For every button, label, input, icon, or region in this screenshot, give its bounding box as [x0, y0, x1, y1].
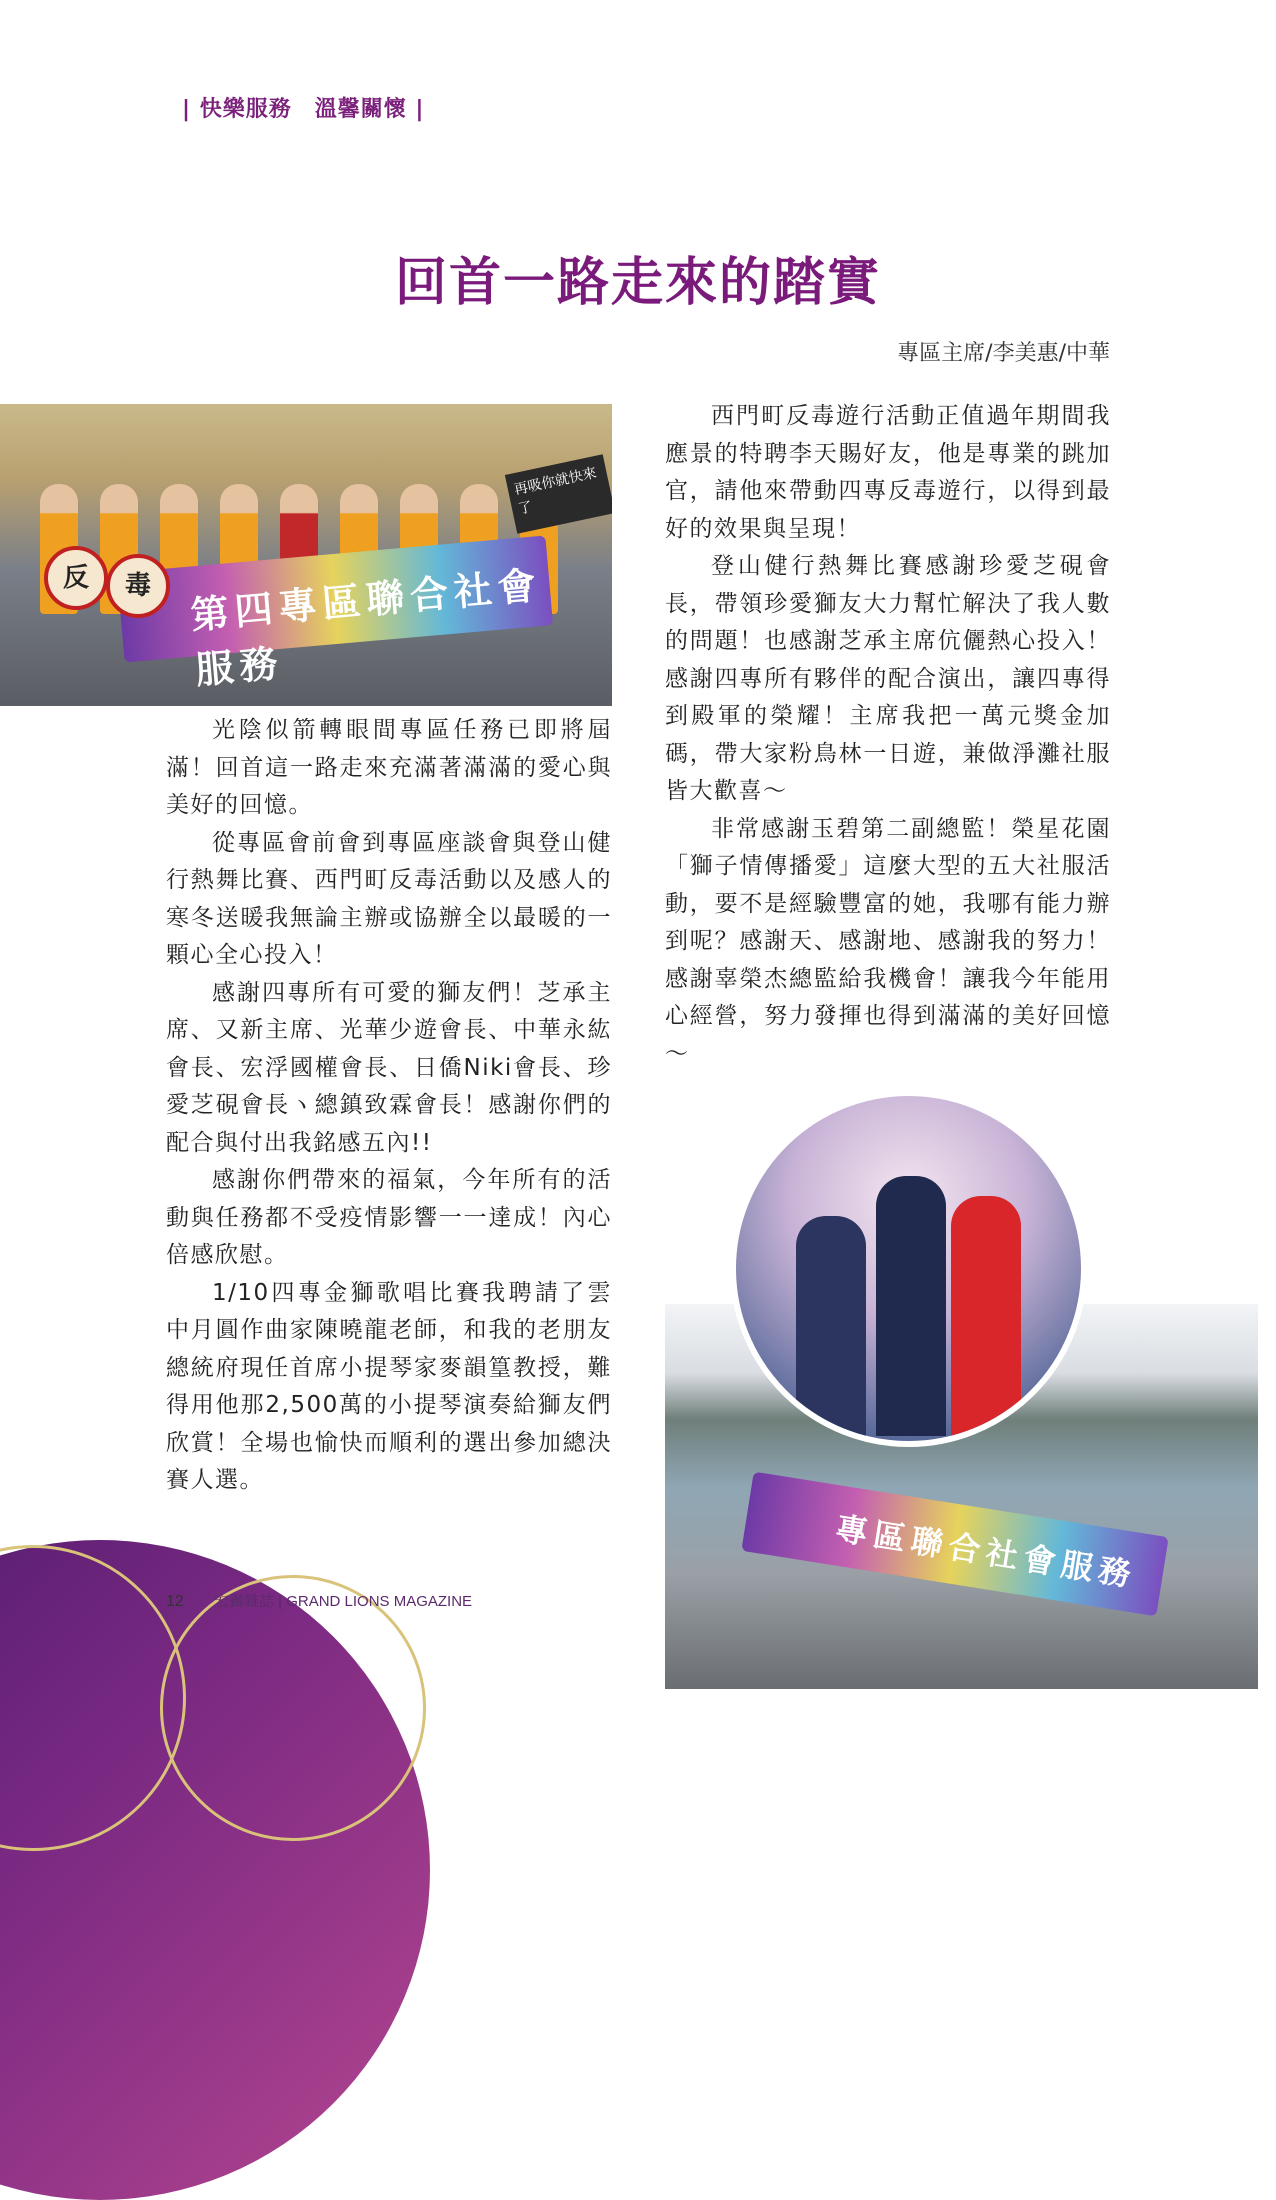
page-title: 回首一路走來的踏實: [394, 253, 881, 313]
person: [796, 1216, 866, 1436]
paragraph: 1/10四專金獅歌唱比賽我聘請了雲中月圓作曲家陳曉龍老師，和我的老朋友總統府現任首席小提琴家麥韻篁教授，難得用他那2,500萬的小提琴演奏給獅友們欣賞！全場也愉快而順利的選出參加總決賽人選。: [166, 1279, 612, 1493]
page-number: 12: [166, 1593, 184, 1610]
paragraph: 從專區會前會到專區座談會與登山健行熱舞比賽、西門町反毒活動以及感人的寒冬送暖我無論主辦或協辦全以最暖的一顆心全心投入！: [166, 829, 612, 968]
sign-drug: 毒: [106, 554, 170, 618]
section-tag: | 快樂服務 溫馨關懷 |: [182, 97, 425, 122]
page-footer: [166, 1590, 472, 1611]
paragraph: 西門町反毒遊行活動正值過年期間我應景的特聘李天賜好友，他是專業的跳加官，請他來帶動四專反毒遊行，以得到最好的效果與呈現！: [665, 403, 1111, 542]
beach-banner-text: 專區聯合社會服務: [833, 1509, 1140, 1595]
paragraph: 感謝四專所有可愛的獅友們！芝承主席、又新主席、光華少遊會長、中華永紘會長、宏浮國權會長、日僑Niki會長、珍愛芝硯會長ヽ總鎮致霖會長！感謝你們的配合與付出我銘感五內!!: [166, 979, 612, 1156]
party-photo: [730, 1090, 1087, 1447]
paragraph: 非常感謝玉碧第二副總監！榮星花園「獅子情傳播愛」這麼大型的五大社服活動，要不是經驗豐富的她，我哪有能力辦到呢？感謝天、感謝地、感謝我的努力！感謝辜榮杰總監給我機會！讓我今年能用心經營，努力發揮也得到滿滿的美好回憶～: [665, 815, 1111, 1067]
decorative-ring: [160, 1575, 426, 1841]
beach-banner: [741, 1472, 1168, 1617]
parade-banner-text: 第四專區聯合社會服務: [188, 562, 544, 693]
person: [951, 1196, 1021, 1436]
sign-anti: 反: [44, 546, 108, 610]
paragraph: 感謝你們帶來的福氣，今年所有的活動與任務都不受疫情影響一一達成！內心倍感欣慰。: [166, 1167, 612, 1268]
paragraph: 登山健行熱舞比賽感謝珍愛芝硯會長，帶領珍愛獅友大力幫忙解決了我人數的問題！也感謝芝承主席伉儷熱心投入！感謝四專所有夥伴的配合演出，讓四專得到殿軍的榮耀！主席我把一萬元獎金加碼，帶大家粉鳥林一日遊，兼做淨灘社服皆大歡喜～: [665, 553, 1111, 804]
paragraph: 光陰似箭轉眼間專區任務已即將屆滿！回首這一路走來充滿著滿滿的愛心與美好的回憶。: [166, 717, 612, 818]
article-byline: 專區主席/李美惠/中華: [897, 341, 1110, 366]
article-column-right: [665, 398, 1111, 1073]
magazine-name: 宏獅雜誌 | GRAND LIONS MAGAZINE: [213, 1593, 473, 1610]
person: [876, 1176, 946, 1436]
parade-photo: [0, 404, 612, 706]
article-column-left: [166, 712, 612, 1500]
sign-warning: 再吸你就快來了: [505, 454, 612, 533]
